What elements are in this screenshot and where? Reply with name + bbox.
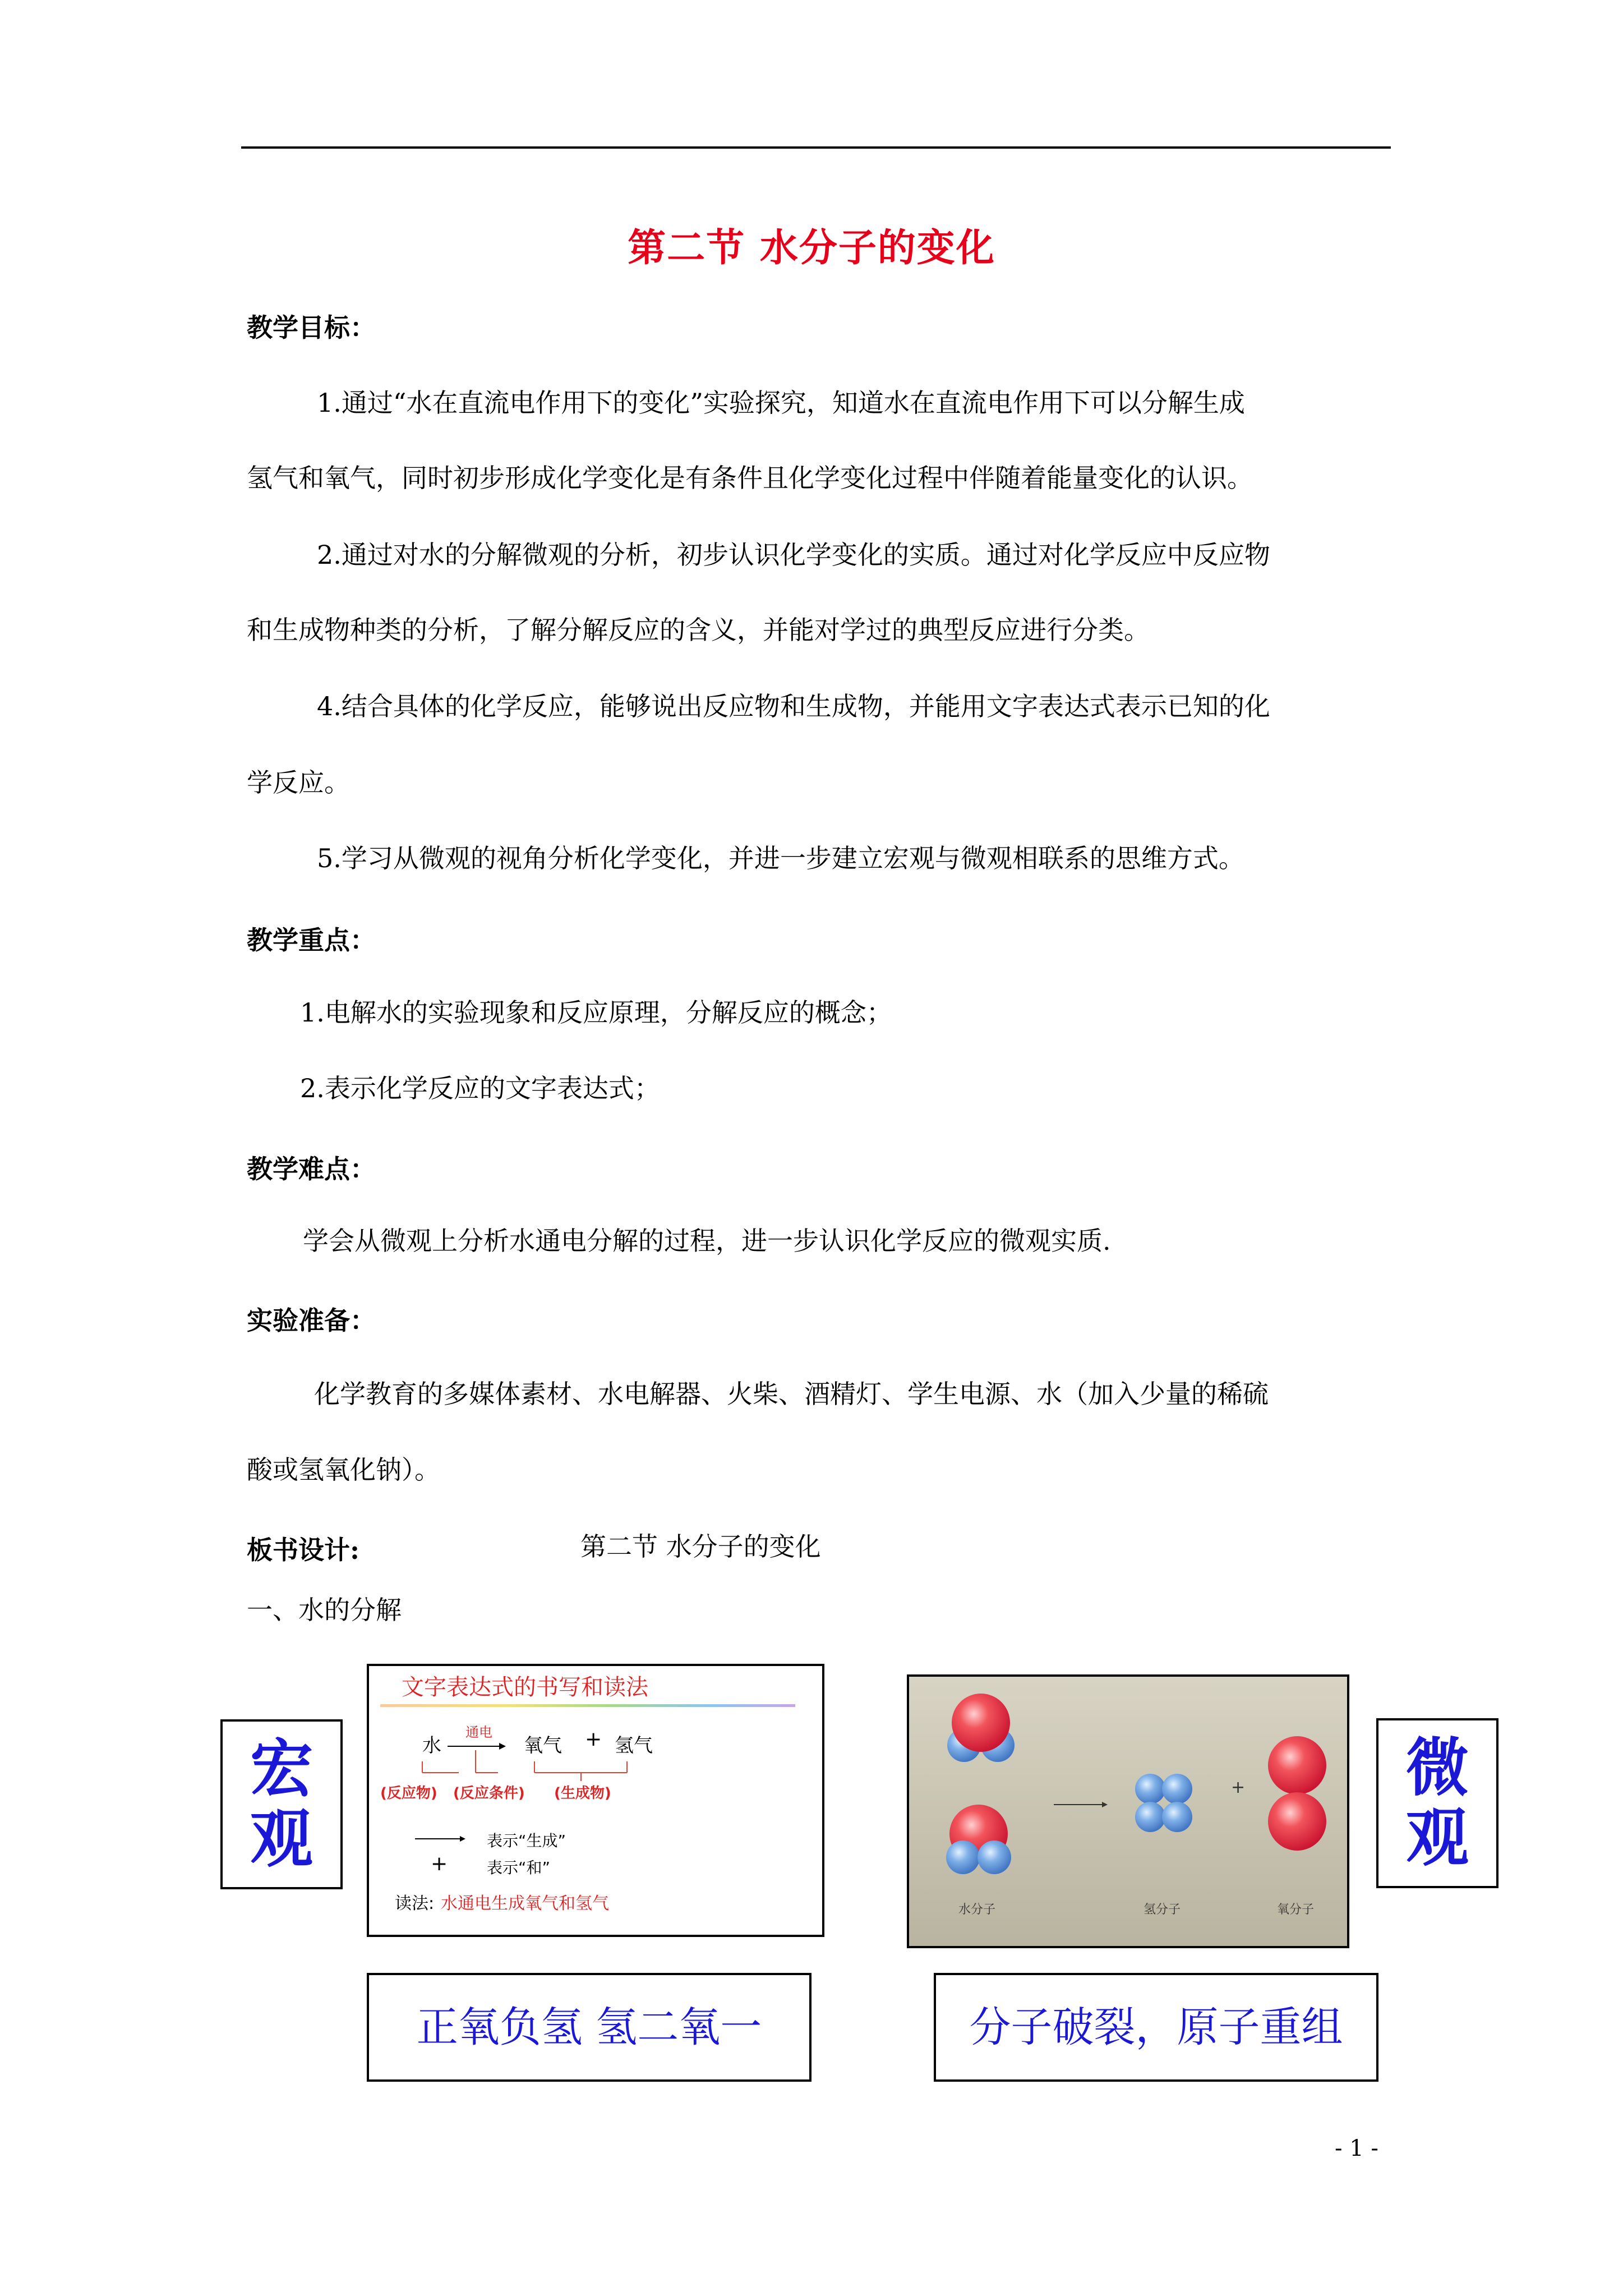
goals-heading: 教学目标： <box>247 312 376 343</box>
difficulty-text: 学会从微观上分析水通电分解的过程，进一步认识化学反应的微观实质. <box>303 1226 1111 1256</box>
goal-3-line-1: 4.结合具体的化学反应，能够说出反应物和生成物，并能用文字表达式表示已知的化 <box>317 691 1270 721</box>
header-rule <box>241 146 1391 149</box>
micro-label: 微观 <box>1406 1731 1469 1875</box>
goal-1-line-2: 氢气和氧气，同时初步形成化学变化是有条件且化学变化过程中伴随着能量变化的认识。 <box>247 463 1253 493</box>
h2-2-atom-b <box>1162 1802 1192 1832</box>
key-point-2: 2.表示化学反应的文字表达式； <box>300 1073 660 1103</box>
board-title: 第二节 水分子的变化 <box>580 1531 821 1562</box>
h2-1-atom-a <box>1135 1774 1165 1804</box>
eq-hydrogen: 氢气 <box>615 1734 653 1757</box>
goal-1-line-1: 1.通过“水在直流电作用下的变化”实验探究，知道水在直流电作用下可以分解生成 <box>317 388 1245 418</box>
board-subheading: 一、水的分解 <box>247 1595 402 1625</box>
difficulty-heading: 教学难点： <box>247 1154 376 1184</box>
legend-arrow-text: 表示“生成” <box>487 1832 566 1850</box>
o2-atom-a <box>1268 1736 1326 1795</box>
oxygen-molecule-label: 氧分子 <box>1277 1903 1315 1917</box>
expression-slide <box>367 1664 824 1937</box>
legend-plus-text: 表示“和” <box>487 1858 551 1877</box>
h2-1-atom-b <box>1135 1802 1165 1832</box>
slide-title: 文字表达式的书写和读法 <box>402 1674 648 1700</box>
water-2-hydrogen-right <box>978 1841 1011 1874</box>
eq-condition: 通电 <box>465 1724 492 1740</box>
reading-text: 水通电生成氧气和氢气 <box>441 1894 609 1913</box>
board-heading: 板书设计: <box>247 1535 359 1565</box>
legend-plus-sign: + <box>431 1852 448 1875</box>
o2-atom-b <box>1268 1792 1326 1851</box>
macro-label: 宏观 <box>250 1732 313 1876</box>
eq-plus: + <box>585 1728 602 1751</box>
tag-condition: (反应条件) <box>453 1785 525 1802</box>
water-1-oxygen <box>952 1694 1010 1752</box>
h2-2-atom-a <box>1162 1774 1192 1804</box>
water-molecule-label: 水分子 <box>958 1903 996 1917</box>
molecule-plus: + <box>1231 1778 1246 1797</box>
micro-label-box <box>1376 1718 1498 1888</box>
tag-reactant: (反应物) <box>380 1785 437 1802</box>
macro-mnemonic-box <box>367 1973 811 2082</box>
prep-line-1: 化学教育的多媒体素材、水电解器、火柴、酒精灯、学生电源、水（加入少量的稀硫 <box>314 1379 1269 1409</box>
reading-label: 读法: <box>395 1894 435 1913</box>
hydrogen-molecule-label: 氢分子 <box>1144 1903 1181 1917</box>
prep-line-2: 酸或氢氧化钠）。 <box>247 1455 440 1485</box>
page-number: - 1 - <box>1335 2136 1378 2161</box>
eq-water: 水 <box>422 1734 441 1757</box>
key-point-1: 1.电解水的实验现象和反应原理，分解反应的概念； <box>300 997 892 1028</box>
eq-oxygen: 氧气 <box>524 1734 562 1757</box>
water-2-hydrogen-left <box>946 1841 980 1874</box>
goal-2-line-2: 和生成物种类的分析，了解分解反应的含义，并能对学过的典型反应进行分类。 <box>247 615 1150 645</box>
micro-mnemonic: 分子破裂，原子重组 <box>969 2003 1343 2051</box>
goal-3-line-2: 学反应。 <box>247 767 350 798</box>
tag-product: (生成物) <box>554 1785 611 1802</box>
micro-mnemonic-box <box>934 1973 1378 2082</box>
key-heading: 教学重点： <box>247 925 376 955</box>
goal-2-line-1: 2.通过对水的分解微观的分析，初步认识化学变化的实质。通过对化学反应中反应物 <box>317 540 1270 570</box>
macro-mnemonic: 正氧负氢 氢二氧一 <box>416 2003 762 2051</box>
molecule-image <box>907 1674 1349 1948</box>
macro-label-box <box>220 1719 343 1889</box>
goal-4-line-1: 5.学习从微观的视角分析化学变化，并进一步建立宏观与微观相联系的思维方式。 <box>317 843 1244 873</box>
prep-heading: 实验准备： <box>247 1305 376 1336</box>
page-title: 第二节 水分子的变化 <box>628 226 995 270</box>
slide-title-underline <box>380 1704 795 1707</box>
